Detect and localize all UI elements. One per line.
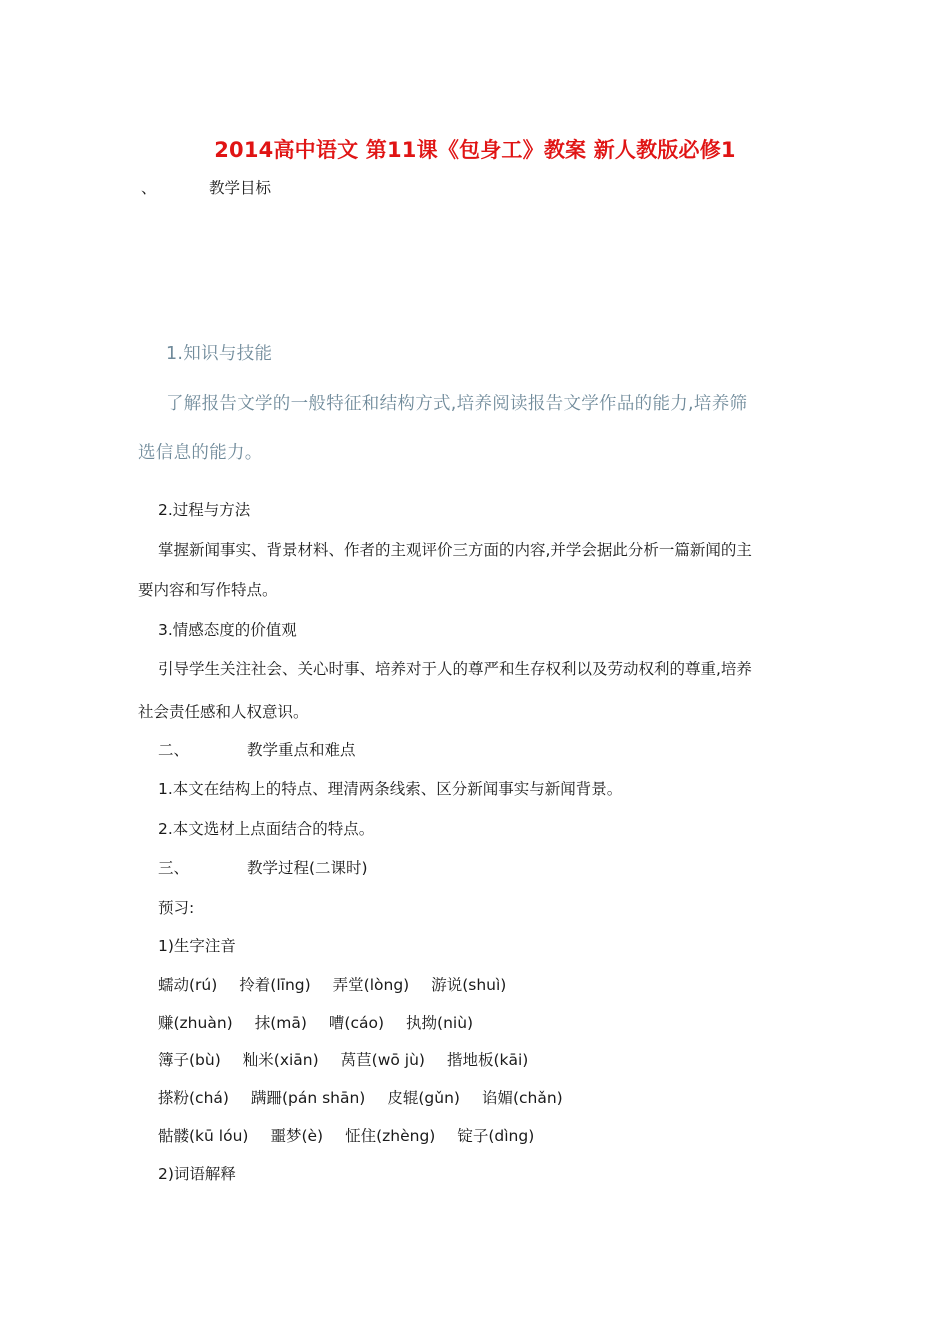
- section-heading-process: [158, 858, 368, 878]
- pinyin-row: [158, 1126, 556, 1146]
- pinyin-item: 蹒跚(pán shān): [250, 1089, 366, 1107]
- section-title: 教学目标: [209, 179, 272, 197]
- pinyin-item: 拎着(līng): [239, 976, 311, 994]
- pinyin-item: 锭子(dìng): [457, 1127, 535, 1145]
- pinyin-item: 揩地板(kāi): [446, 1051, 529, 1069]
- preview-label: 预习:: [158, 899, 195, 917]
- pinyin-item: 游说(shuì): [431, 976, 507, 994]
- pronunciation-heading: 1)生字注音: [158, 937, 236, 955]
- pinyin-item: 莴苣(wō jù): [340, 1051, 425, 1069]
- pinyin-item: 执拗(niù): [406, 1014, 474, 1032]
- pinyin-row: [158, 1088, 585, 1108]
- pinyin-item: 簿子(bù): [158, 1051, 221, 1069]
- key-point-item: 2.本文选材上点面结合的特点。: [158, 820, 375, 838]
- pinyin-item: 谄媚(chǎn): [481, 1089, 563, 1107]
- paragraph-line: 选信息的能力。: [138, 443, 263, 463]
- subheading-values: 3.情感态度的价值观: [158, 621, 297, 639]
- paragraph-line: 引导学生关注社会、关心时事、培养对于人的尊严和生存权利以及劳动权利的尊重,培养: [158, 660, 752, 678]
- pinyin-item: 籼米(xiān): [242, 1051, 319, 1069]
- page-title: 2014高中语文 第11课《包身工》教案 新人教版必修1: [214, 138, 736, 162]
- paragraph-line: 了解报告文学的一般特征和结构方式,培养阅读报告文学作品的能力,培养筛: [166, 394, 748, 414]
- pinyin-item: 噩梦(è): [270, 1127, 324, 1145]
- subheading-knowledge-skills: 1.知识与技能: [166, 344, 273, 364]
- pinyin-item: 赚(zhuàn): [158, 1014, 233, 1032]
- subheading-process-method: 2.过程与方法: [158, 501, 251, 519]
- paragraph-line: 社会责任感和人权意识。: [138, 703, 309, 721]
- pinyin-item: 嘈(cáo): [328, 1014, 385, 1032]
- section-heading-objectives: [141, 178, 272, 198]
- section-title: 教学重点和难点: [247, 741, 356, 759]
- paragraph-line: 掌握新闻事实、背景材料、作者的主观评价三方面的内容,并学会据此分析一篇新闻的主: [158, 541, 752, 559]
- pinyin-item: 怔住(zhèng): [345, 1127, 436, 1145]
- paragraph-line: 要内容和写作特点。: [138, 581, 278, 599]
- pinyin-item: 弄堂(lòng): [332, 976, 410, 994]
- pinyin-item: 骷髅(kū lóu): [158, 1127, 249, 1145]
- pinyin-row: [158, 1013, 495, 1033]
- section-mark: 三、: [158, 859, 190, 877]
- section-title: 教学过程(二课时): [247, 859, 368, 877]
- section-mark: 、: [141, 179, 157, 197]
- section-heading-key-points: [158, 740, 356, 760]
- pinyin-item: 蠕动(rú): [158, 976, 218, 994]
- pinyin-item: 皮辊(gǔn): [387, 1089, 460, 1107]
- pinyin-row: [158, 1050, 550, 1070]
- section-mark: 二、: [158, 741, 190, 759]
- key-point-item: 1.本文在结构上的特点、理清两条线索、区分新闻事实与新闻背景。: [158, 780, 623, 798]
- pinyin-item: 抹(mā): [254, 1014, 307, 1032]
- pinyin-row: [158, 975, 528, 995]
- vocabulary-heading: 2)词语解释: [158, 1165, 236, 1183]
- pinyin-item: 搽粉(chá): [158, 1089, 229, 1107]
